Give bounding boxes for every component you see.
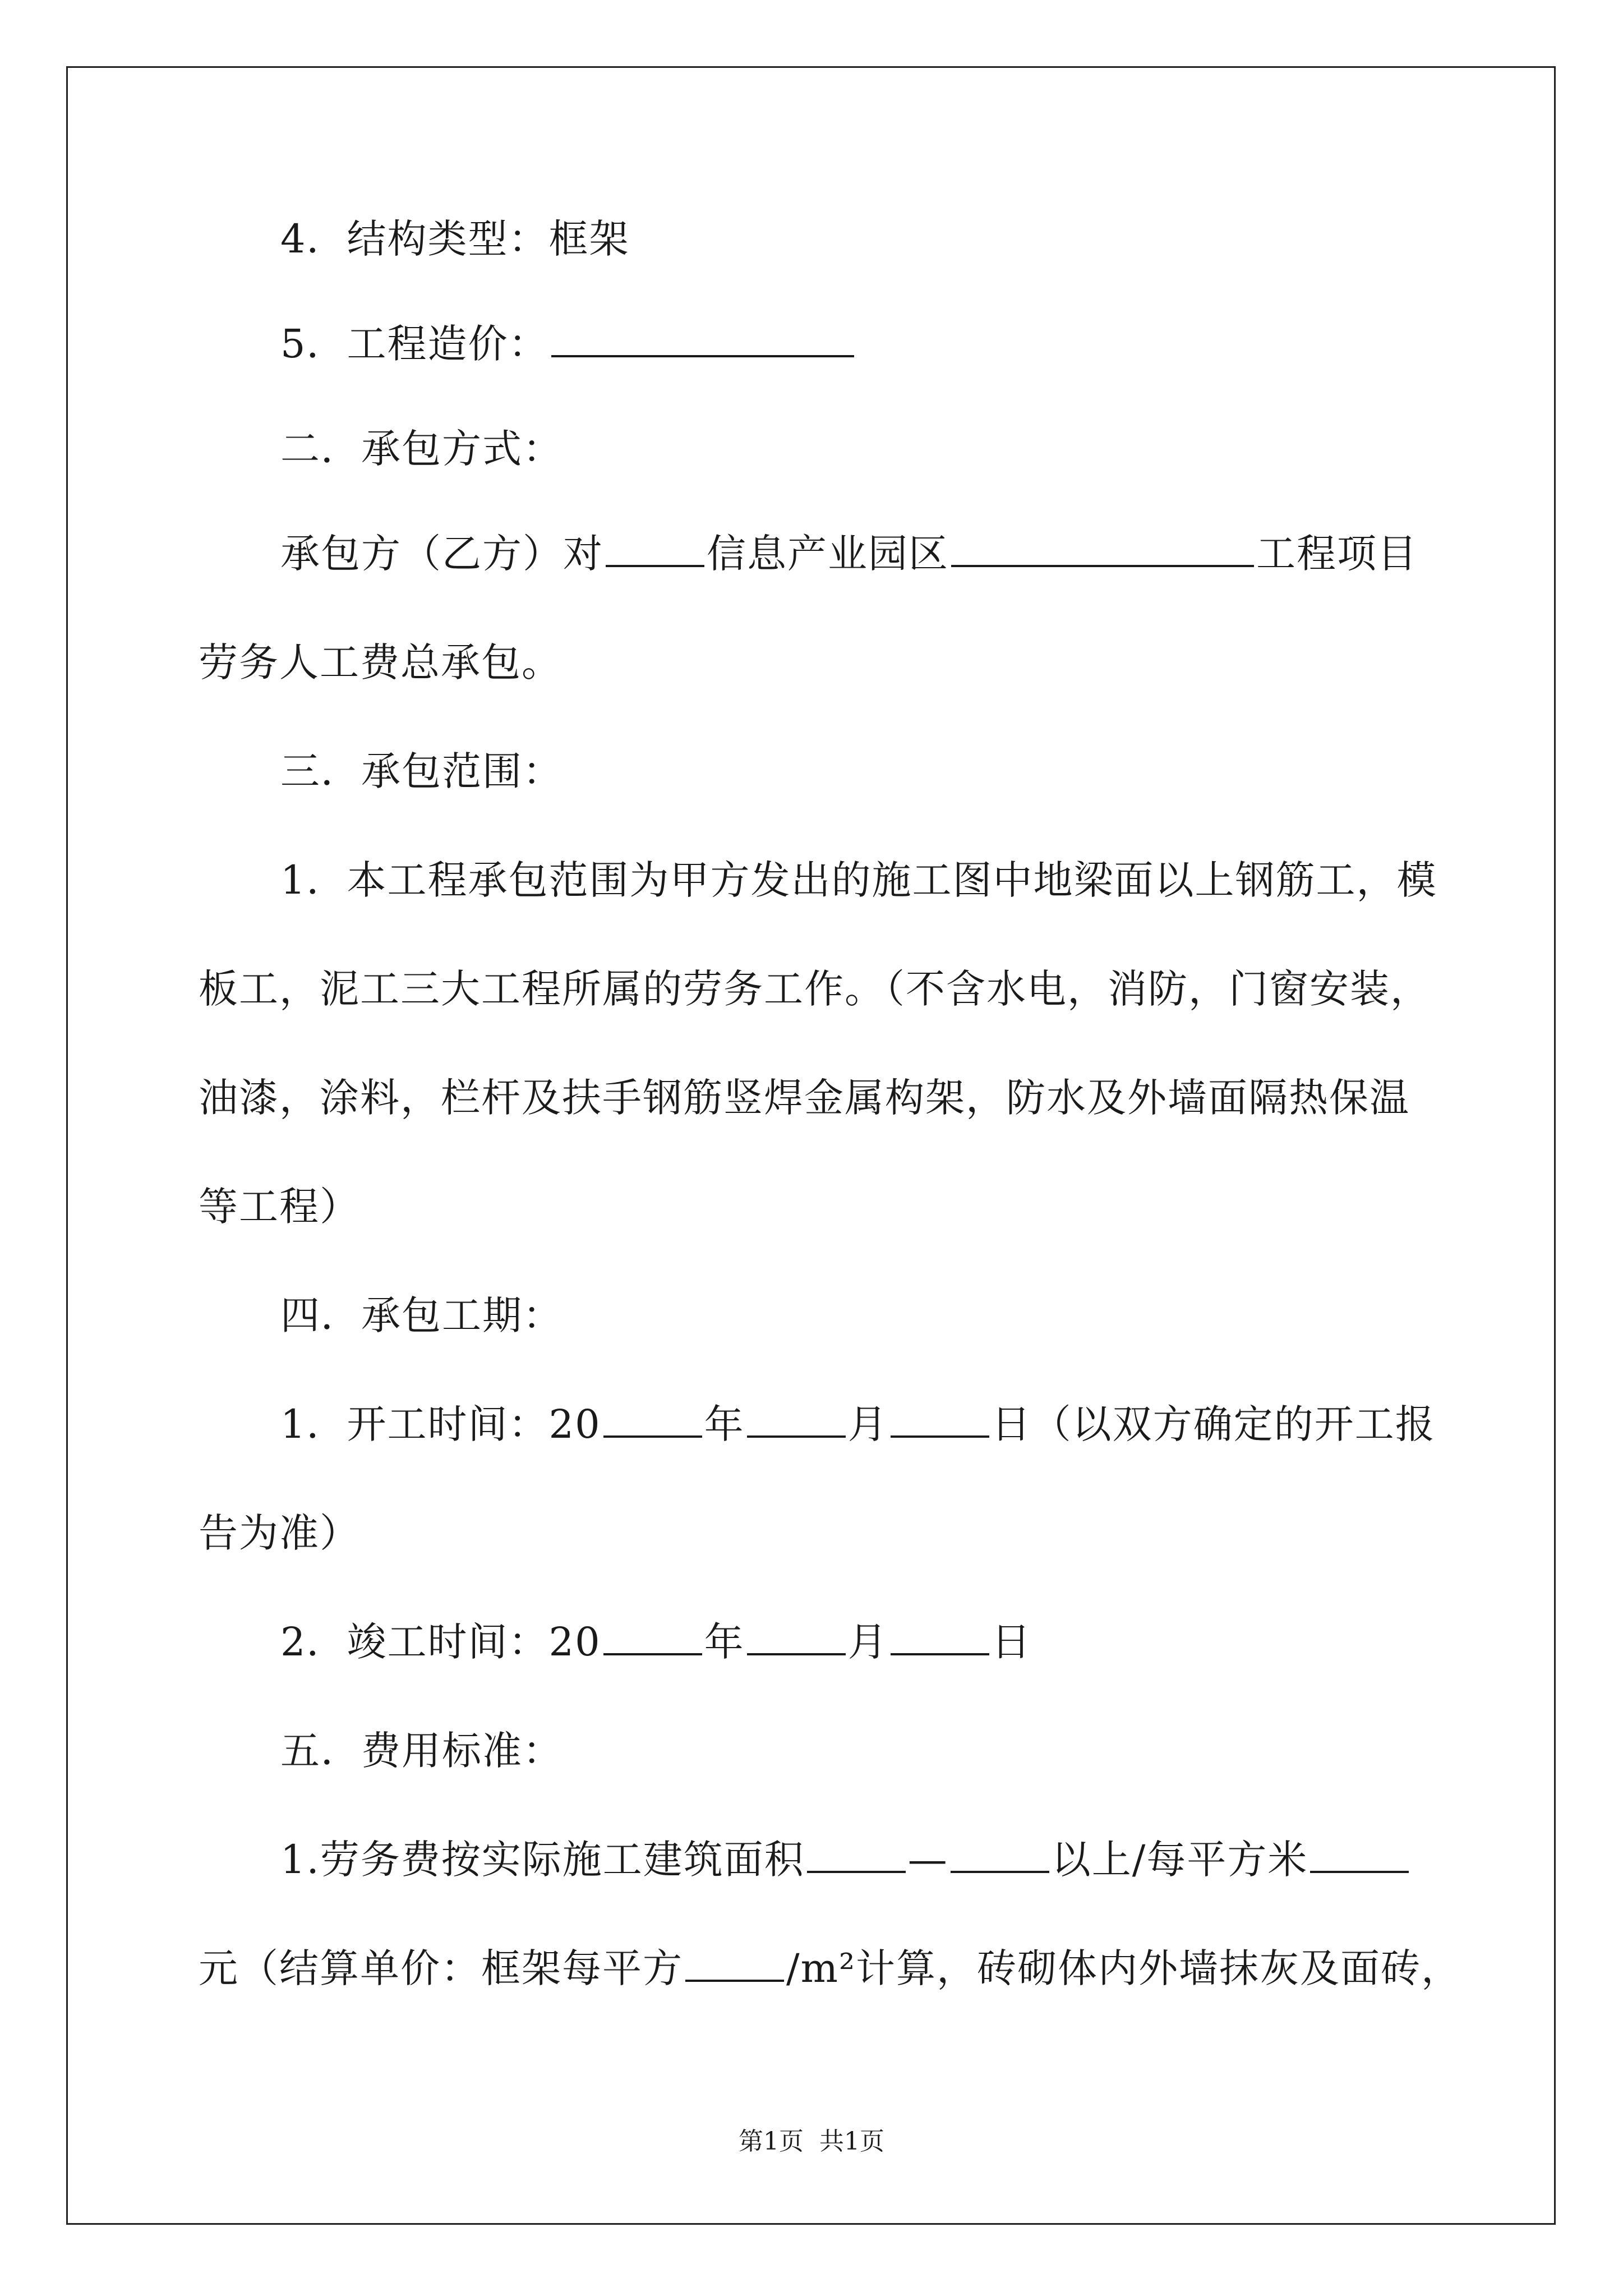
price-blank	[1310, 1834, 1409, 1873]
text: 信息产业园区	[707, 531, 949, 577]
text: 劳务人工费总承包。	[199, 639, 562, 685]
paragraph-scope	[199, 854, 1437, 906]
paragraph-fees	[199, 1834, 1430, 1885]
page-total: 共1页	[819, 2127, 884, 2156]
section-heading-contract-method	[199, 423, 1430, 475]
month-blank	[747, 1616, 846, 1655]
text: 日（以双方确定的开工报	[991, 1401, 1436, 1447]
text: 4．结构类型：框架	[280, 216, 630, 262]
text: 1．本工程承包范围为甲方发出的施工图中地梁面以上钢筋工，模	[280, 857, 1437, 903]
day-blank	[891, 1398, 989, 1438]
text: 油漆，涂料，栏杆及扶手钢筋竖焊金属构架，防水及外墙面隔热保温	[199, 1075, 1410, 1121]
paragraph-line	[199, 1072, 1430, 1124]
text: 年	[704, 1619, 745, 1665]
text: 月	[847, 1401, 888, 1447]
project-blank	[951, 528, 1254, 567]
paragraph-line	[199, 1181, 1430, 1232]
paragraph-line	[199, 1943, 1462, 1994]
party-blank	[606, 528, 704, 567]
text: —	[907, 1837, 948, 1883]
text: 日	[991, 1619, 1032, 1665]
item-project-cost	[199, 318, 1430, 370]
year-blank	[603, 1398, 702, 1438]
item-completion-date	[199, 1616, 1430, 1668]
paragraph-line	[199, 637, 1430, 688]
cost-blank	[551, 318, 854, 357]
paragraph-line	[199, 963, 1430, 1015]
text: 1．开工时间：20	[280, 1401, 601, 1447]
text: 二．承包方式：	[280, 426, 563, 472]
text: 元（结算单价：框架每平方	[199, 1945, 683, 1991]
item-structure-type	[199, 213, 1430, 265]
area-from-blank	[807, 1834, 906, 1873]
month-blank	[747, 1398, 846, 1438]
text: 月	[847, 1619, 888, 1665]
page-footer	[0, 2126, 1623, 2157]
year-blank	[603, 1616, 702, 1655]
text: 告为准）	[199, 1510, 360, 1556]
paragraph-contract-method	[199, 528, 1430, 579]
document-body	[199, 213, 1462, 1994]
text: 1.劳务费按实际施工建筑面积	[280, 1837, 805, 1883]
text: 三．承包范围：	[280, 748, 563, 794]
section-heading-scope	[199, 746, 1430, 797]
section-heading-fees	[199, 1725, 1430, 1777]
text: 工程项目	[1256, 531, 1418, 577]
text: 承包方（乙方）对	[280, 531, 603, 577]
text: 板工，泥工三大工程所属的劳务工作。（不含水电，消防，门窗安装，	[199, 966, 1431, 1012]
text: 2．竣工时间：20	[280, 1619, 601, 1665]
area-to-blank	[951, 1834, 1049, 1873]
text: 等工程）	[199, 1184, 360, 1230]
text: 5．工程造价：	[280, 321, 549, 367]
text: /m²计算，砖砌体内外墙抹灰及面砖，	[786, 1945, 1462, 1991]
day-blank	[891, 1616, 989, 1655]
text: 年	[704, 1401, 745, 1447]
text: 以上/每平方米	[1051, 1837, 1308, 1883]
text: 四．承包工期：	[280, 1292, 563, 1338]
text: 五．费用标准：	[280, 1728, 563, 1774]
item-start-date	[199, 1398, 1436, 1450]
paragraph-line	[199, 1507, 1430, 1559]
page-current: 第1页	[739, 2127, 804, 2156]
unit-price-blank	[685, 1943, 784, 1982]
section-heading-schedule	[199, 1290, 1430, 1341]
